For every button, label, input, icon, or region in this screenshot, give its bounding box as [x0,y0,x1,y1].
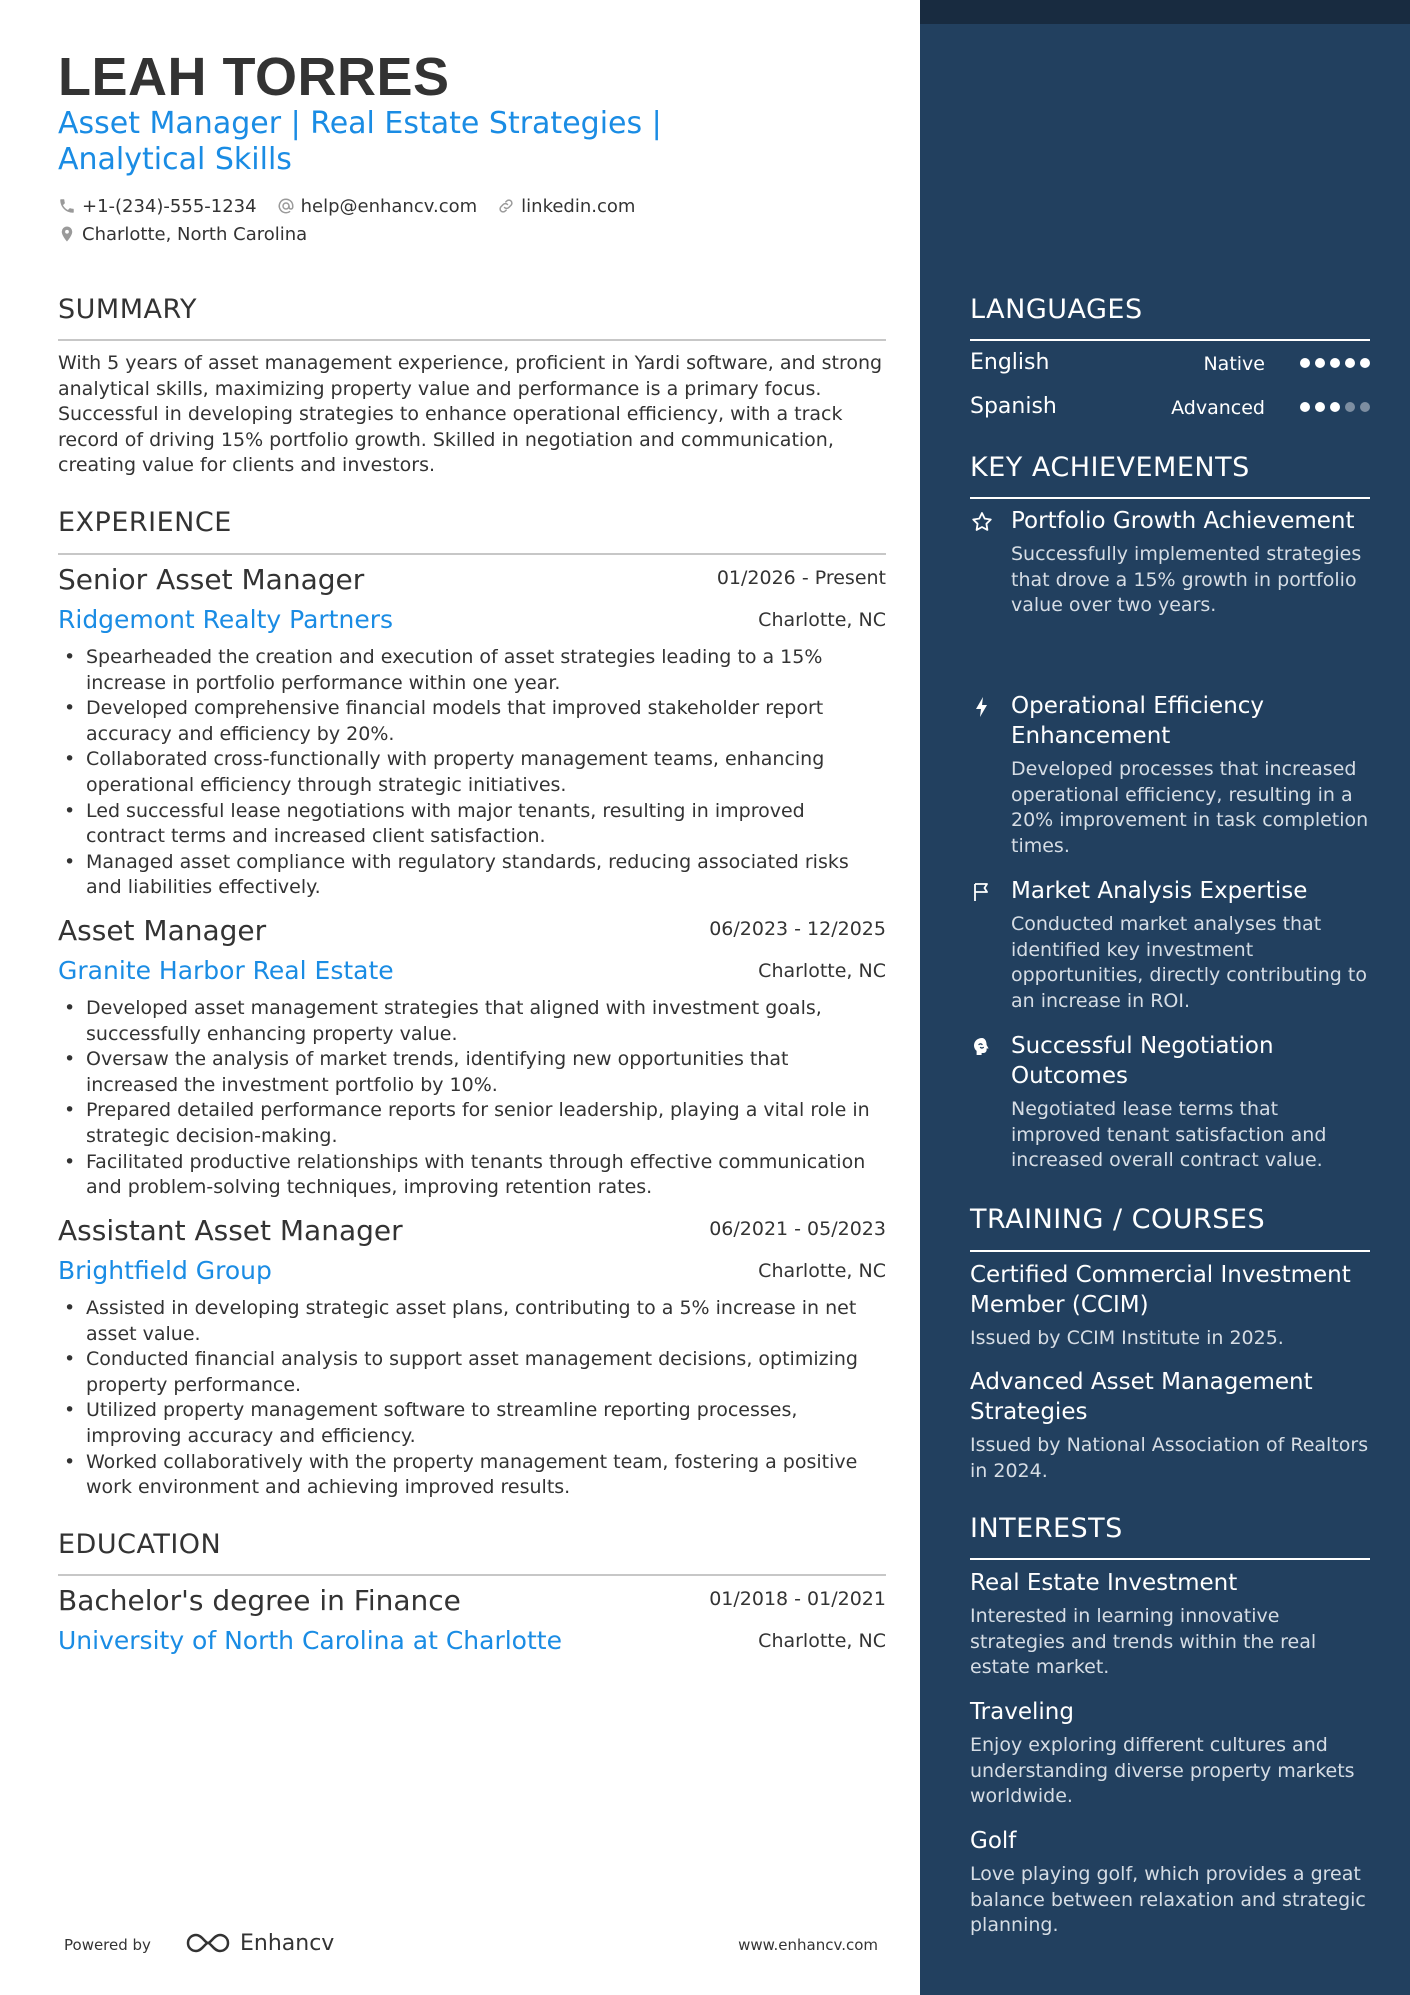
bullet-item: • Collaborated cross-functionally with property management teams, enhancing operational efficiency through strategic initiatives. [58,747,886,798]
footer-site-link[interactable]: www.enhancv.com [738,1936,878,1954]
language-level: Advanced [1171,397,1265,419]
brand-logo[interactable] [184,1930,334,1956]
phone-contact[interactable] [58,196,257,217]
education-dates: 01/2018 - 01/2021 [709,1588,886,1610]
flag-icon [970,880,994,904]
interest-item [970,1568,1370,1681]
email-text: help@enhancv.com [300,195,478,217]
brand-name: Enhancv [240,1930,335,1956]
achievement-item [970,506,1370,619]
lightning-icon [970,695,994,719]
sidebar [920,0,1410,1995]
link-icon [497,197,515,215]
location-text: Charlotte, North Carolina [82,223,308,245]
bullet-item: • Utilized property management software to streamline reporting processes, improving accuracy and efficiency. [58,1398,886,1449]
phone-icon [58,197,76,215]
interest-desc: Interested in learning innovative strategies and trends within the real estate market. [970,1605,1317,1679]
bullet-item: • Led successful lease negotiations with major tenants, resulting in improved contract terms and increased client satisfaction. [58,799,886,850]
achievements-heading: KEY ACHIEVEMENTS [970,452,1250,483]
achievement-desc: Conducted market analyses that identified key investment opportunities, directly contributing to an increase in ROI. [1011,913,1367,1012]
summary-divider [58,339,886,341]
achievement-desc: Negotiated lease terms that improved tenant satisfaction and increased overall contract value. [1011,1098,1327,1172]
rating-dot [1345,402,1355,412]
sidebar-top-bar [920,0,1410,24]
rating-dot [1330,358,1340,368]
bullet-item: • Managed asset compliance with regulatory standards, reducing associated risks and liabilities effectively. [58,850,886,901]
interest-title: Golf [970,1828,1017,1854]
bullet-item: • Facilitated productive relationships with tenants through effective communication and problem-solving techniques, improving retention rates. [58,1150,886,1201]
interest-title: Real Estate Investment [970,1570,1238,1596]
job-company[interactable]: Ridgemont Realty Partners [58,605,393,634]
email-contact[interactable] [277,196,478,217]
interest-desc: Love playing golf, which provides a great balance between relaxation and strategic planning. [970,1863,1366,1937]
course-desc: Issued by CCIM Institute in 2025. [970,1327,1284,1349]
job-role: Asset Manager [58,914,267,947]
course-title: Certified Commercial Investment Member (CCIM) [970,1262,1351,1318]
interests-heading: INTERESTS [970,1513,1123,1544]
achievement-title: Market Analysis Expertise [1011,878,1308,904]
enhancv-logo-icon [184,1930,232,1956]
languages-divider [970,339,1370,341]
achievement-desc: Developed processes that increased operational efficiency, resulting in a 20% improvement in task completion times. [1011,758,1369,857]
star-icon [970,510,994,534]
brain-icon [970,1035,994,1059]
job-entry [58,563,886,901]
job-company[interactable]: Granite Harbor Real Estate [58,956,394,985]
linkedin-contact[interactable] [497,196,635,217]
language-name: Spanish [970,394,1057,419]
achievement-item [970,1031,1370,1174]
experience-heading: EXPERIENCE [58,507,232,538]
rating-dot [1360,358,1370,368]
job-entry [58,914,886,1201]
job-entry [58,1214,886,1501]
rating-dot [1300,402,1310,412]
bullet-item: • Developed comprehensive financial models that improved stakeholder report accuracy and efficiency by 20%. [58,696,886,747]
job-location: Charlotte, NC [758,960,886,982]
interest-desc: Enjoy exploring different cultures and understanding diverse property markets worldwide. [970,1734,1355,1808]
rating-dot [1360,402,1370,412]
job-dates: 06/2023 - 12/2025 [709,918,886,940]
language-item [970,350,1370,380]
rating-dot [1300,358,1310,368]
education-school[interactable]: University of North Carolina at Charlotte [58,1626,562,1655]
location-pin-icon [58,225,76,243]
interest-item [970,1826,1370,1939]
language-level: Native [1203,353,1265,375]
interest-item [970,1697,1370,1810]
achievement-title: Successful Negotiation Outcomes [1011,1033,1274,1089]
job-dates: 01/2026 - Present [716,567,886,589]
achievements-divider [970,497,1370,499]
job-company[interactable]: Brightfield Group [58,1256,272,1285]
rating-dot [1315,358,1325,368]
summary-text: With 5 years of asset management experience, proficient in Yardi software, and strong analytical skills, maximizing property value and performance is a primary focus. Successful in developing strategies to enhance operational efficiency, with a track record of driving 15% portfolio growth. Skilled in negotiation and communication, creating value for clients and investors. [58,352,883,477]
language-item [970,394,1370,424]
language-rating [1295,402,1370,412]
job-bullets [58,996,886,1201]
education-divider [58,1574,886,1576]
contact-info [58,192,858,248]
training-divider [970,1250,1370,1252]
bullet-item: • Worked collaboratively with the property management team, fostering a positive work environment and achieving improved results. [58,1450,886,1501]
job-bullets [58,645,886,901]
rating-dot [1330,402,1340,412]
rating-dot [1315,402,1325,412]
job-role: Senior Asset Manager [58,563,365,596]
achievement-item [970,691,1370,859]
powered-by-label: Powered by [64,1936,151,1954]
interests-divider [970,1558,1370,1560]
languages-heading: LANGUAGES [970,294,1143,325]
education-degree: Bachelor's degree in Finance [58,1584,461,1617]
achievement-desc: Successfully implemented strategies that drove a 15% growth in portfolio value over two years. [1011,543,1362,617]
job-bullets [58,1296,886,1501]
candidate-name: LEAH TORRES [58,47,450,107]
interest-title: Traveling [970,1699,1074,1725]
job-location: Charlotte, NC [758,609,886,631]
job-location: Charlotte, NC [758,1260,886,1282]
training-heading: TRAINING / COURSES [970,1204,1266,1235]
linkedin-text: linkedin.com [521,195,636,217]
achievement-title: Operational Efficiency Enhancement [1011,693,1265,749]
summary-heading: SUMMARY [58,294,197,325]
rating-dot [1345,358,1355,368]
job-role: Assistant Asset Manager [58,1214,403,1247]
course-desc: Issued by National Association of Realtors in 2024. [970,1434,1369,1482]
bullet-item: • Developed asset management strategies that aligned with investment goals, successfully enhancing property value. [58,996,886,1047]
course-item [970,1367,1370,1484]
location-contact [58,224,307,245]
experience-divider [58,553,886,555]
candidate-title: Asset Manager | Real Estate Strategies | Analytical Skills [58,106,662,177]
bullet-item: • Assisted in developing strategic asset plans, contributing to a 5% increase in net asset value. [58,1296,886,1347]
bullet-item: • Spearheaded the creation and execution of asset strategies leading to a 15% increase in portfolio performance within one year. [58,645,886,696]
bullet-item: • Conducted financial analysis to support asset management decisions, optimizing property performance. [58,1347,886,1398]
course-title: Advanced Asset Management Strategies [970,1369,1313,1425]
job-dates: 06/2021 - 05/2023 [709,1218,886,1240]
language-name: English [970,350,1050,375]
education-entry [58,1584,886,1666]
language-rating [1295,358,1370,368]
achievement-item [970,876,1370,1014]
at-icon [277,197,295,215]
bullet-item: • Oversaw the analysis of market trends, identifying new opportunities that increased the investment portfolio by 10%. [58,1047,886,1098]
bullet-item: • Prepared detailed performance reports for senior leadership, playing a vital role in strategic decision-making. [58,1098,886,1149]
education-location: Charlotte, NC [758,1630,886,1652]
education-heading: EDUCATION [58,1529,222,1560]
phone-text: +1-(234)-555-1234 [82,195,257,217]
course-item [970,1260,1370,1352]
achievement-title: Portfolio Growth Achievement [1011,508,1355,534]
footer [58,1930,878,1960]
